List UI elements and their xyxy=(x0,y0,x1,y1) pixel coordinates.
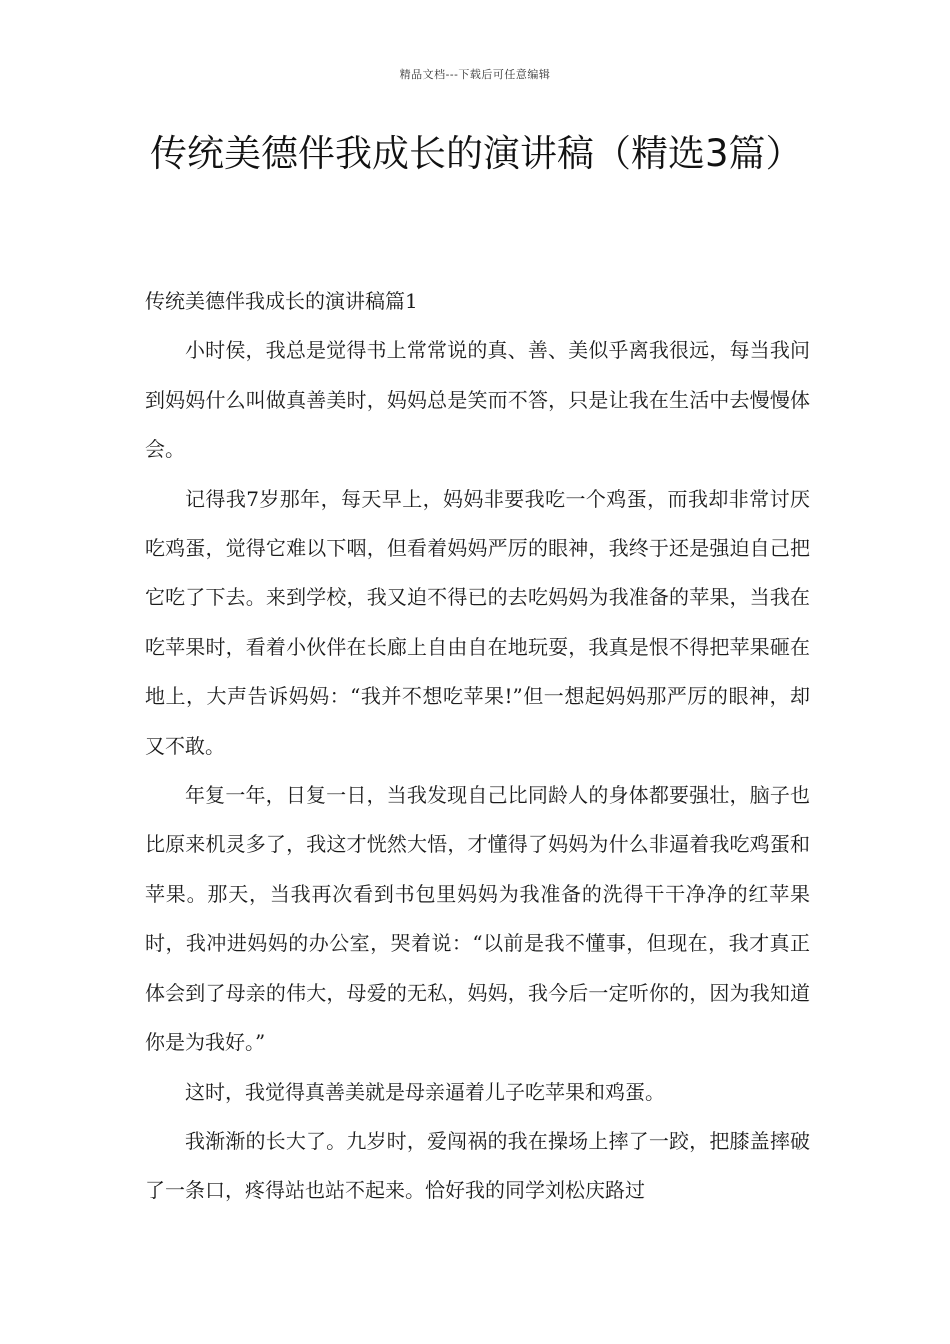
document-body xyxy=(145,277,810,1216)
section-heading: 传统美德伴我成长的演讲稿篇1 xyxy=(145,289,418,313)
paragraph-2: 记得我7岁那年，每天早上，妈妈非要我吃一个鸡蛋，而我却非常讨厌吃鸡蛋，觉得它难以下咽，但看着妈妈严厉的眼神，我终于还是强迫自己把它吃了下去。来到学校，我又迫不得已的去吃妈妈为我准备的苹果，当我在吃苹果时，看着小伙伴在长廊上自由自在地玩耍，我真是恨不得把苹果砸在地上，大声告诉妈妈：“我并不想吃苹果!”但一想起妈妈那严厉的眼神，却又不敢。 xyxy=(145,486,810,758)
paragraph-4: 这时，我觉得真善美就是母亲逼着儿子吃苹果和鸡蛋。 xyxy=(185,1079,665,1104)
paragraph-5: 我渐渐的长大了。九岁时，爱闯祸的我在操场上摔了一跤，把膝盖摔破了一条口，疼得站也站不起来。恰好我的同学刘松庆路过 xyxy=(145,1128,810,1203)
paragraph-1: 小时侯，我总是觉得书上常常说的真、善、美似乎离我很远，每当我问到妈妈什么叫做真善美时，妈妈总是笑而不答，只是让我在生活中去慢慢体会。 xyxy=(145,338,810,462)
page-header-watermark: 精品文档---下载后可任意编辑 xyxy=(399,68,551,81)
paragraph-3: 年复一年，日复一日，当我发现自己比同龄人的身体都要强壮，脑子也比原来机灵多了，我这才恍然大悟，才懂得了妈妈为什么非逼着我吃鸡蛋和苹果。那天，当我再次看到书包里妈妈为我准备的洗得干干净净的红苹果时，我冲进妈妈的办公室，哭着说：“以前是我不懂事，但现在，我才真正体会到了母亲的伟大，母爱的无私，妈妈，我今后一定听你的，因为我知道你是为我好。” xyxy=(145,783,810,1055)
document-title: 传统美德伴我成长的演讲稿（精选3篇） xyxy=(150,132,803,175)
